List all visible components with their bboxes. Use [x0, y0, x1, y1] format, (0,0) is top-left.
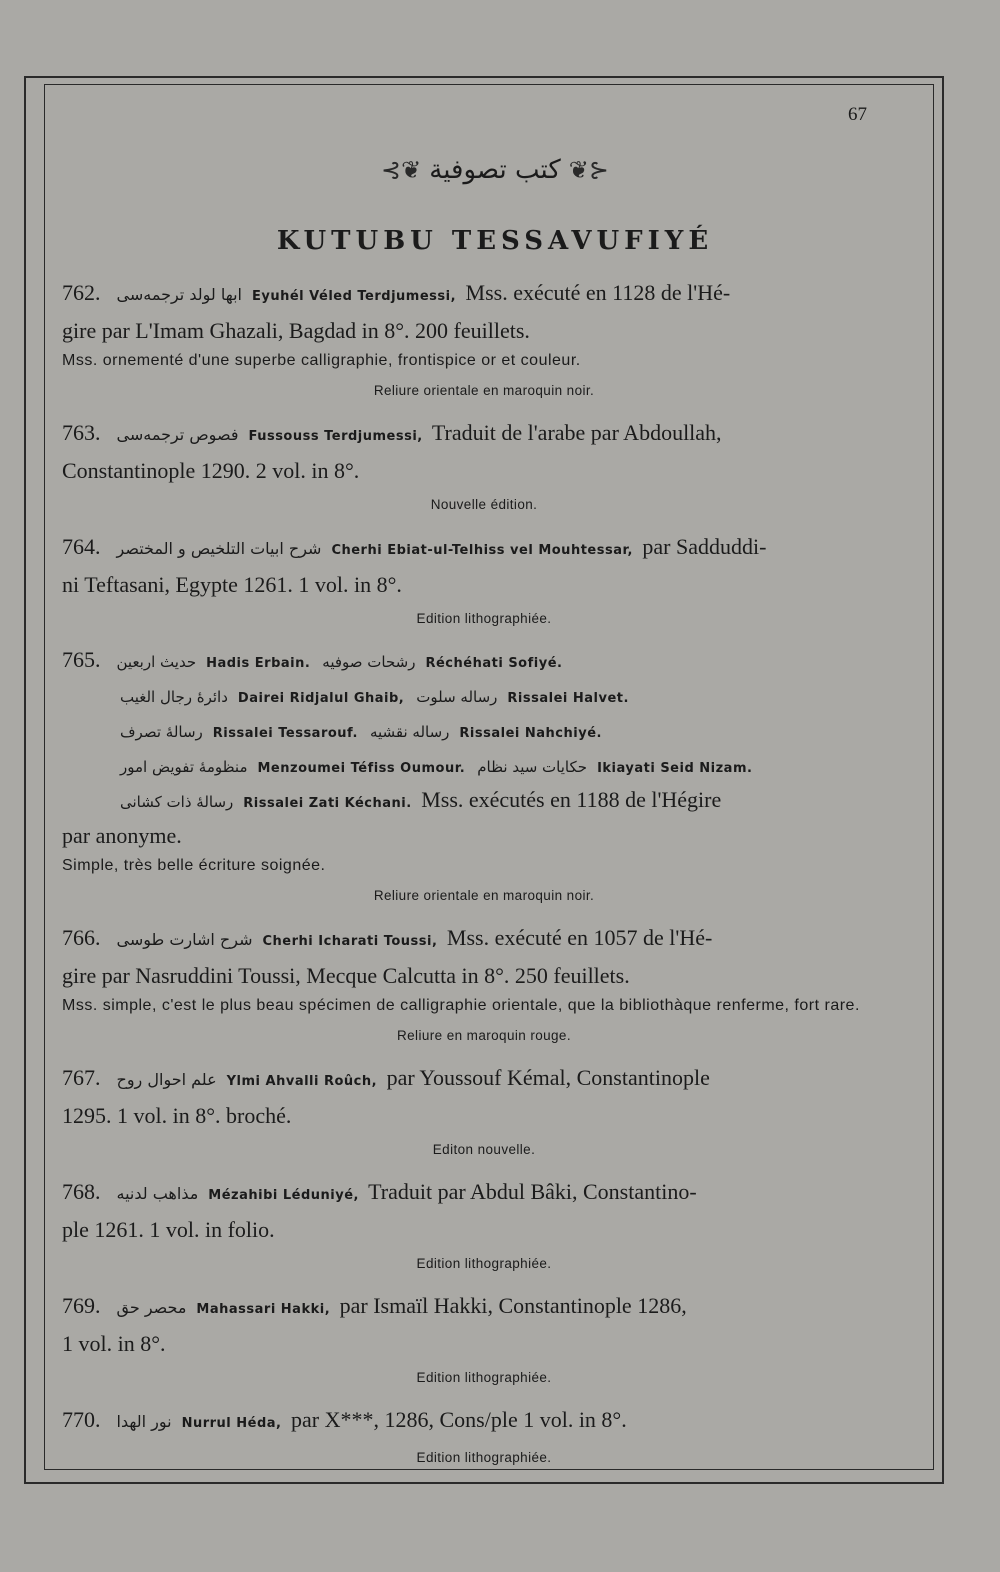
entry-number: 766.	[62, 925, 101, 950]
entry-edition: Edition lithographiée.	[416, 1256, 552, 1271]
entry-line	[62, 1403, 906, 1441]
entry-line: 1295. 1 vol. in 8°. broché.	[62, 1103, 292, 1128]
entry-769	[62, 1289, 906, 1389]
entry-transliterated-title: Cherhi Icharati Toussi,	[262, 934, 438, 949]
entry-line: par anonyme.	[62, 823, 182, 848]
entry-edition: Edition lithographiée.	[416, 1450, 552, 1465]
entry-number: 769.	[62, 1293, 101, 1318]
entry-transliterated-title: Rissalei Nahchiyé.	[459, 726, 602, 741]
entry-762	[62, 276, 906, 402]
section-title: KUTUBU TESSAVUFIYÉ	[276, 226, 714, 256]
entry-arabic-title: رساله نقشيه	[369, 723, 450, 741]
entry-transliterated-title: Mahassari Hakki,	[196, 1302, 331, 1317]
entry-arabic-title: دائرهٔ رجال الغيب	[120, 688, 228, 706]
entry-arabic-title: نور الهدا	[116, 1412, 172, 1431]
entry-transliterated-title: Hadis Erbain.	[206, 656, 311, 671]
entry-number: 768.	[62, 1179, 101, 1204]
entry-line	[62, 1175, 906, 1213]
entry-766	[62, 921, 906, 1047]
entry-note: Mss. ornementé d'une superbe calligraphie, frontispice or et couleur.	[62, 352, 581, 369]
entry-transliterated-title: Rissalei Tessarouf.	[212, 726, 358, 741]
entry-line: 1 vol. in 8°.	[62, 1331, 166, 1356]
entry-line	[62, 1061, 906, 1099]
entry-arabic-title: مذاهب لدنيه	[116, 1184, 199, 1203]
entry-binding: Reliure orientale en maroquin noir.	[373, 888, 595, 903]
entry-transliterated-title: Cherhi Ebiat-ul-Telhiss vel Mouhtessar,	[331, 543, 633, 558]
entry-note: Simple, très belle écriture soignée.	[62, 857, 326, 874]
entry-line	[62, 784, 906, 819]
entry-edition: Editon nouvelle.	[432, 1142, 536, 1157]
entry-arabic-title: ابها لولد ترجمه‌سی	[116, 285, 242, 304]
entry-text: par X***, 1286, Cons/ple 1 vol. in 8°.	[291, 1407, 627, 1432]
entry-number: 762.	[62, 280, 101, 305]
entry-770	[62, 1403, 906, 1469]
entry-765	[62, 644, 906, 907]
entry-text: Mss. exécuté en 1057 de l'Hé-	[446, 925, 713, 950]
entry-note: Mss. simple, c'est le plus beau spécimen de calligraphie orientale, que la bibliothàque renferme, fort rare.	[62, 997, 860, 1014]
entry-line	[62, 679, 906, 714]
entry-line	[62, 530, 906, 568]
entry-transliterated-title: Rissalei Halvet.	[507, 691, 629, 706]
entry-line	[62, 644, 906, 679]
entry-edition: Nouvelle édition.	[430, 497, 538, 512]
entry-arabic-title: علم احوال روح	[116, 1070, 217, 1089]
entry-arabic-title: رساله سلوت	[416, 688, 498, 706]
entry-line: ple 1261. 1 vol. in folio.	[62, 1217, 275, 1242]
entry-text: Mss. exécuté en 1128 de l'Hé-	[465, 280, 731, 305]
entry-arabic-title: فصوص ترجمه‌سی	[116, 425, 239, 444]
entry-line: ni Teftasani, Egypte 1261. 1 vol. in 8°.	[62, 572, 402, 597]
entry-arabic-title: منظومهٔ تفويض امور	[120, 758, 248, 776]
ornament-arabic-title: كتب تصوفية	[429, 155, 561, 185]
entry-line	[62, 749, 906, 784]
entry-764	[62, 530, 906, 630]
entry-arabic-title: شرح ابيات التلخيص و المختصر	[116, 539, 322, 558]
entry-arabic-title: محصر حق	[116, 1298, 187, 1317]
entry-transliterated-title: Réchéhati Sofiyé.	[425, 656, 563, 671]
entry-transliterated-title: Nurrul Héda,	[181, 1416, 282, 1431]
entry-number: 765.	[62, 647, 101, 672]
entry-arabic-title: رسالهٔ ذات كشانی	[120, 793, 234, 811]
entry-number: 763.	[62, 420, 101, 445]
flourish-right-icon: ❦⊱	[568, 157, 609, 184]
entry-transliterated-title: Menzoumei Téfiss Oumour.	[257, 761, 466, 776]
entry-number: 767.	[62, 1065, 101, 1090]
entry-edition: Edition lithographiée.	[416, 611, 552, 626]
entry-line	[62, 276, 906, 314]
entry-number: 764.	[62, 534, 101, 559]
entry-767	[62, 1061, 906, 1161]
flourish-left-icon: ⊰❦	[381, 157, 422, 184]
entry-text: par Sadduddi-	[642, 534, 767, 559]
entry-768	[62, 1175, 906, 1275]
entry-763	[62, 416, 906, 516]
entry-line: Constantinople 1290. 2 vol. in 8°.	[62, 458, 360, 483]
entry-transliterated-title: Ikiayati Seid Nizam.	[597, 761, 753, 776]
entry-text: Mss. exécutés en 1188 de l'Hégire	[421, 787, 722, 812]
catalog-entries	[62, 276, 906, 1469]
entry-arabic-title: حكايات سيد نظام	[477, 758, 588, 776]
entry-line	[62, 714, 906, 749]
entry-line: gire par L'Imam Ghazali, Bagdad in 8°. 200 feuillets.	[62, 318, 530, 343]
section-ornament	[380, 150, 610, 190]
entry-transliterated-title: Eyuhél Véled Terdjumessi,	[251, 289, 457, 304]
entry-text: Traduit par Abdul Bâki, Constantino-	[368, 1179, 697, 1204]
entry-arabic-title: رشحات صوفيه	[322, 653, 416, 671]
entry-transliterated-title: Mézahibi Léduniyé,	[208, 1188, 359, 1203]
entry-transliterated-title: Ylmi Ahvalli Roûch,	[226, 1074, 378, 1089]
entry-transliterated-title: Dairei Ridjalul Ghaib,	[237, 691, 405, 706]
entry-arabic-title: شرح اشارت طوسی	[116, 930, 253, 949]
entry-number: 770.	[62, 1407, 101, 1432]
entry-text: par Youssouf Kémal, Constantinople	[386, 1065, 710, 1090]
entry-arabic-title: حديث اربعين	[116, 653, 197, 671]
entry-transliterated-title: Rissalei Zati Kéchani.	[243, 796, 412, 811]
page-number: 67	[848, 104, 867, 125]
entry-text: Traduit de l'arabe par Abdoullah,	[431, 420, 722, 445]
entry-transliterated-title: Fussouss Terdjumessi,	[248, 429, 423, 444]
entry-line: gire par Nasruddini Toussi, Mecque Calcutta in 8°. 250 feuillets.	[62, 963, 630, 988]
entry-line	[62, 416, 906, 454]
entry-text: par Ismaïl Hakki, Constantinople 1286,	[339, 1293, 687, 1318]
entry-line	[62, 1289, 906, 1327]
entry-line	[62, 921, 906, 959]
entry-edition: Edition lithographiée.	[416, 1370, 552, 1385]
entry-binding: Reliure orientale en maroquin noir.	[373, 383, 595, 398]
entry-binding: Reliure en maroquin rouge.	[397, 1028, 571, 1043]
entry-arabic-title: رسالهٔ تصرف	[120, 723, 203, 741]
